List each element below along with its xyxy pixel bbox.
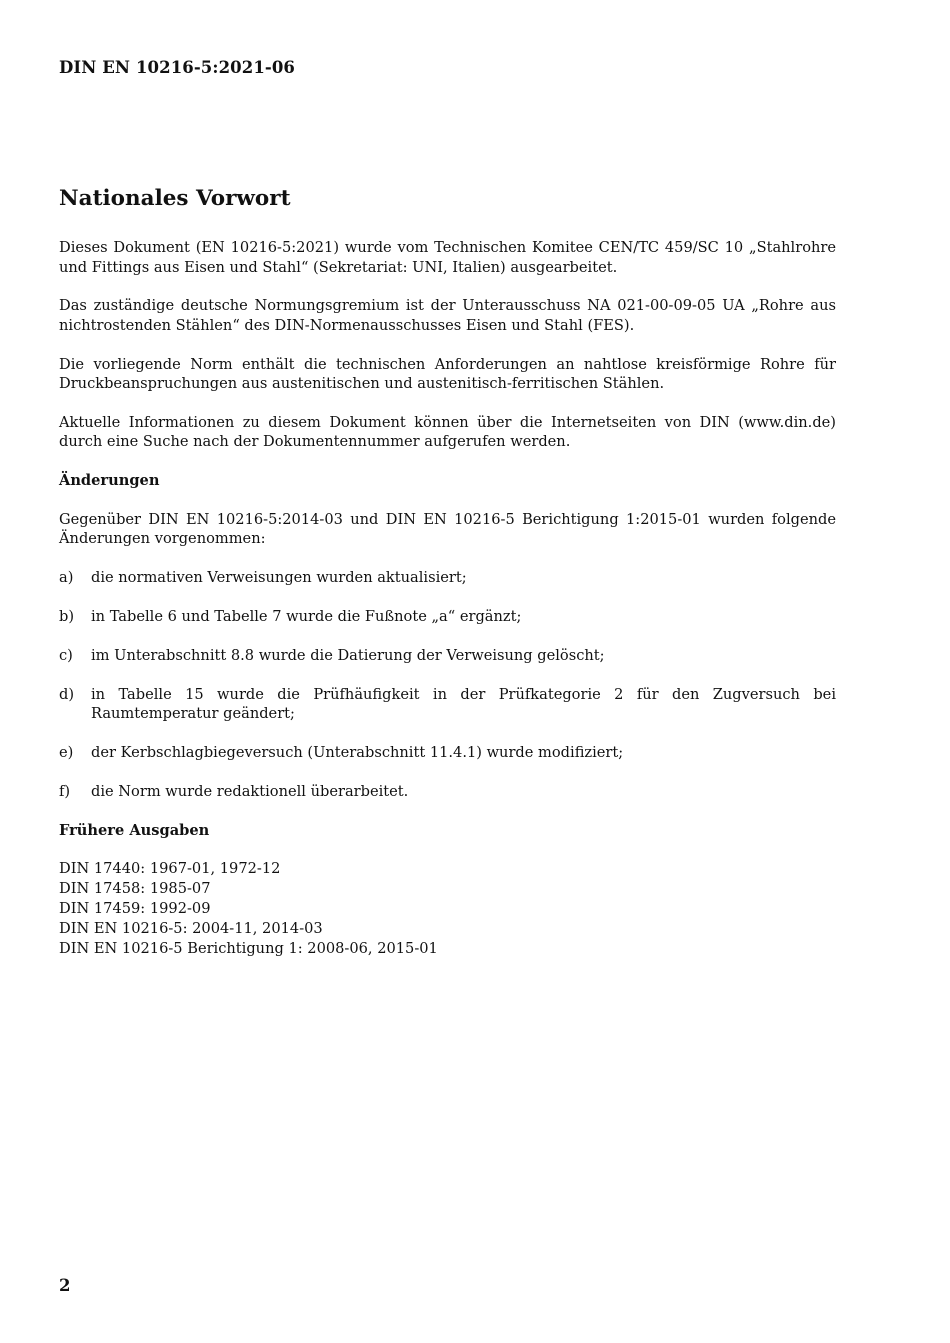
page-title: Nationales Vorwort	[59, 186, 291, 211]
edition-line: DIN EN 10216-5: 2004-11, 2014-03	[59, 920, 323, 938]
edition-line: DIN EN 10216-5 Berichtigung 1: 2008-06, 2015-01	[59, 940, 438, 958]
list-item-text: der Kerbschlagbiegeversuch (Unterabschnitt 11.4.1) wurde modifiziert;	[91, 743, 624, 761]
list-item-label: f)	[59, 782, 71, 800]
earlier-editions-list	[59, 859, 836, 959]
document-header: DIN EN 10216-5:2021-06	[59, 58, 296, 77]
paragraph-2: Das zuständige deutsche Normungsgremium ist der Unterausschuss NA 021-00-09-05 UA „Rohre aus nichtrostenden Stählen“ des DIN-Normenausschusses Eisen und Stahl (FES).	[59, 297, 836, 334]
list-item	[59, 646, 836, 666]
list-item	[59, 782, 836, 802]
list-item-label: d)	[59, 685, 75, 703]
edition-line: DIN 17440: 1967-01, 1972-12	[59, 860, 281, 878]
edition-line: DIN 17458: 1985-07	[59, 880, 211, 898]
list-item	[59, 568, 836, 588]
document-body	[59, 238, 836, 959]
list-item	[59, 607, 836, 627]
list-item-label: c)	[59, 646, 73, 664]
list-item-label: b)	[59, 608, 75, 626]
changes-intro: Gegenüber DIN EN 10216-5:2014-03 und DIN EN 10216-5 Berichtigung 1:2015-01 wurden folgende Änderungen vorgenommen:	[59, 510, 836, 548]
list-item-label: a)	[59, 569, 74, 587]
list-item-text: in Tabelle 6 und Tabelle 7 wurde die Fußnote „a“ ergänzt;	[91, 608, 522, 626]
paragraph-3: Die vorliegende Norm enthält die technischen Anforderungen an nahtlose kreisförmige Rohre für Druckbeanspruchungen aus austenitischen und austenitisch-ferritischen Stählen.	[59, 355, 836, 393]
page-number: 2	[59, 1276, 71, 1295]
paragraph-4: Aktuelle Informationen zu diesem Dokument können über die Internetseiten von DIN (www.din.de) durch eine Suche nach der Dokumentennummer aufgerufen werden.	[59, 413, 836, 451]
edition-line: DIN 17459: 1992-09	[59, 900, 211, 918]
list-item-label: e)	[59, 743, 74, 761]
earlier-editions-heading: Frühere Ausgaben	[59, 821, 210, 839]
list-item	[59, 685, 836, 724]
changes-heading: Änderungen	[59, 472, 160, 490]
list-item-text: in Tabelle 15 wurde die Prüfhäufigkeit in der Prüfkategorie 2 für den Zugversuch bei Raumtemperatur geändert;	[91, 685, 836, 723]
list-item-text: die normativen Verweisungen wurden aktualisiert;	[91, 569, 467, 587]
changes-list	[59, 568, 836, 801]
list-item-text: im Unterabschnitt 8.8 wurde die Datierung der Verweisung gelöscht;	[91, 646, 605, 664]
list-item	[59, 743, 836, 763]
list-item-text: die Norm wurde redaktionell überarbeitet.	[91, 782, 409, 800]
paragraph-1: Dieses Dokument (EN 10216-5:2021) wurde vom Technischen Komitee CEN/TC 459/SC 10 „Stahlrohre und Fittings aus Eisen und Stahl“ (Sekretariat: UNI, Italien) ausgearbeitet.	[59, 239, 836, 276]
